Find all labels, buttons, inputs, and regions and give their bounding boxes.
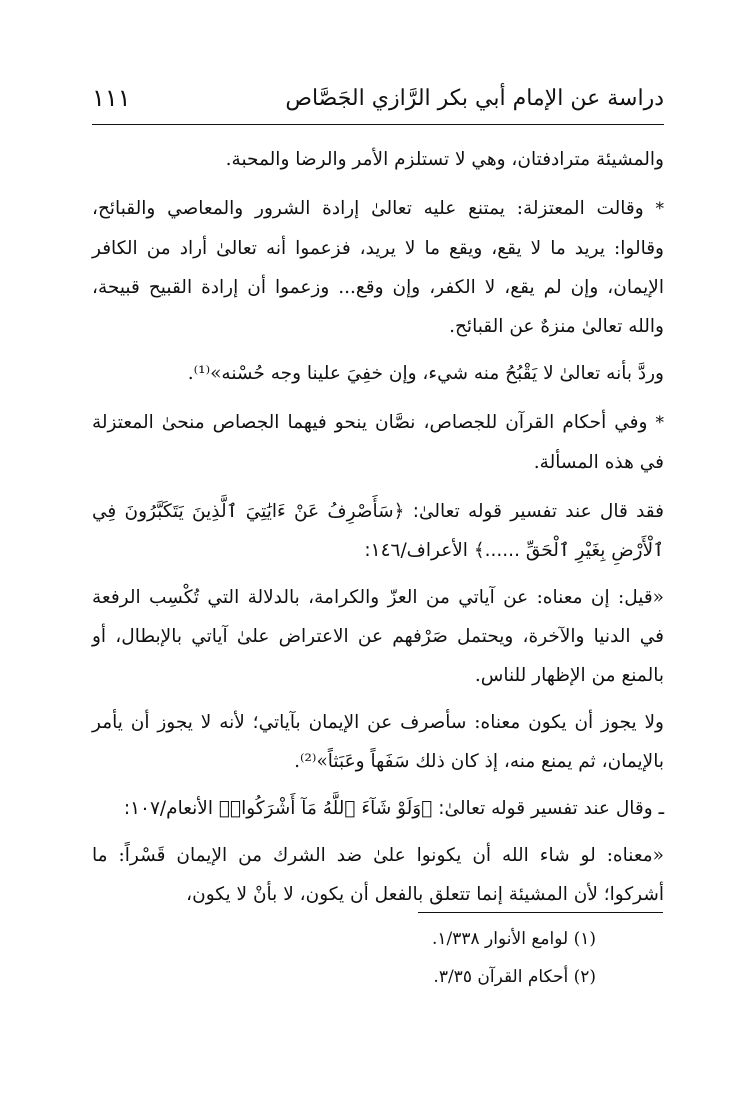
paragraph-text: وردَّ بأنه تعالىٰ لا يَقْبُحُ منه شيء، وإن خفِيَ علينا وجه حُسْنه»⁽¹⁾.	[187, 363, 664, 384]
paragraph-text: والمشيئة مترادفتان، وهي لا تستلزم الأمر والرضا والمحبة.	[225, 149, 664, 170]
paragraph-text: «قيل: إن معناه: عن آياتي من العزّ والكرامة، بالدلالة التي تُكْسِب الرفعة في الدنيا والآخرة، ويحتمل صَرْفهم عن الاعتراض علىٰ آياتي بالإبطال، أو بالمنع من الإظهار للناس.	[92, 587, 664, 686]
footnote: (١) لوامع الأنوار ١/٣٣٨.	[431, 929, 596, 949]
page-number: ١١١	[92, 84, 131, 112]
paragraph	[92, 703, 664, 781]
paragraph	[92, 578, 664, 695]
paragraph	[92, 403, 664, 482]
running-header-title: دراسة عن الإمام أبي بكر الرَّازي الجَصَّاص	[285, 86, 664, 111]
footnotes	[296, 920, 596, 996]
paragraph-text: ـ وقال عند تفسير قوله تعالىٰ: ﴿وَلَوْ شَآءَ ٱللَّهُ مَآ أَشْرَكُوا۟﴾ الأنعام/١٠٧:	[123, 798, 664, 819]
paragraph-quran-citation	[92, 789, 664, 828]
paragraph-text: ولا يجوز أن يكون معناه: سأصرف عن الإيمان بآياتي؛ لأنه لا يجوز أن يأمر بالإيمان، ثم يمنع منه، إذ كان ذلك سَفَهاً وعَبَثاً»⁽²⁾.	[92, 712, 664, 772]
paragraph	[92, 836, 664, 914]
paragraph-text: «معناه: لو شاء الله أن يكونوا علىٰ ضد الشرك من الإيمان قَسْراً: ما أشركوا؛ لأن المشيئة إنما تتعلق بالفعل أن يكون، لا بأنْ لا يكون،	[92, 845, 664, 905]
star-bullet: *	[655, 199, 665, 219]
footnote: (٢) أحكام القرآن ٣/٣٥.	[433, 967, 596, 987]
paragraph-text: وفي أحكام القرآن للجصاص، نصَّان ينحو فيهما الجصاص منحىٰ المعتزلة في هذه المسألة.	[92, 412, 664, 473]
paragraph-text: فقد قال عند تفسير قوله تعالىٰ: ﴿سَأَصْرِفُ عَنْ ءَايَٰتِيَ ٱلَّذِينَ يَتَكَبَّرُونَ فِي ٱلْأَرْضِ بِغَيْرِ ٱلْحَقِّ ......﴾ الأعراف/١٤٦:	[92, 501, 664, 561]
star-bullet: *	[655, 413, 664, 433]
header-divider	[92, 124, 664, 125]
running-header	[92, 82, 664, 122]
paragraph-text: وقالت المعتزلة: يمتنع عليه تعالىٰ إرادة الشرور والمعاصي والقبائح، وقالوا: يريد ما لا يقع، ويقع ما لا يريد، فزعموا أنه تعالىٰ أراد من الكافر الإيمان، وإن لم يقع، لا الكفر، وإن وقع... وزعموا أن إرادة القبيح قبيحة، والله تعالىٰ منزهٌ عن القبائح.	[92, 198, 664, 337]
paragraph	[92, 354, 664, 393]
paragraph	[92, 189, 664, 346]
paragraph	[92, 140, 664, 179]
main-text	[92, 140, 664, 922]
paragraph-quran-citation	[92, 492, 664, 570]
footnote-divider	[418, 912, 663, 913]
